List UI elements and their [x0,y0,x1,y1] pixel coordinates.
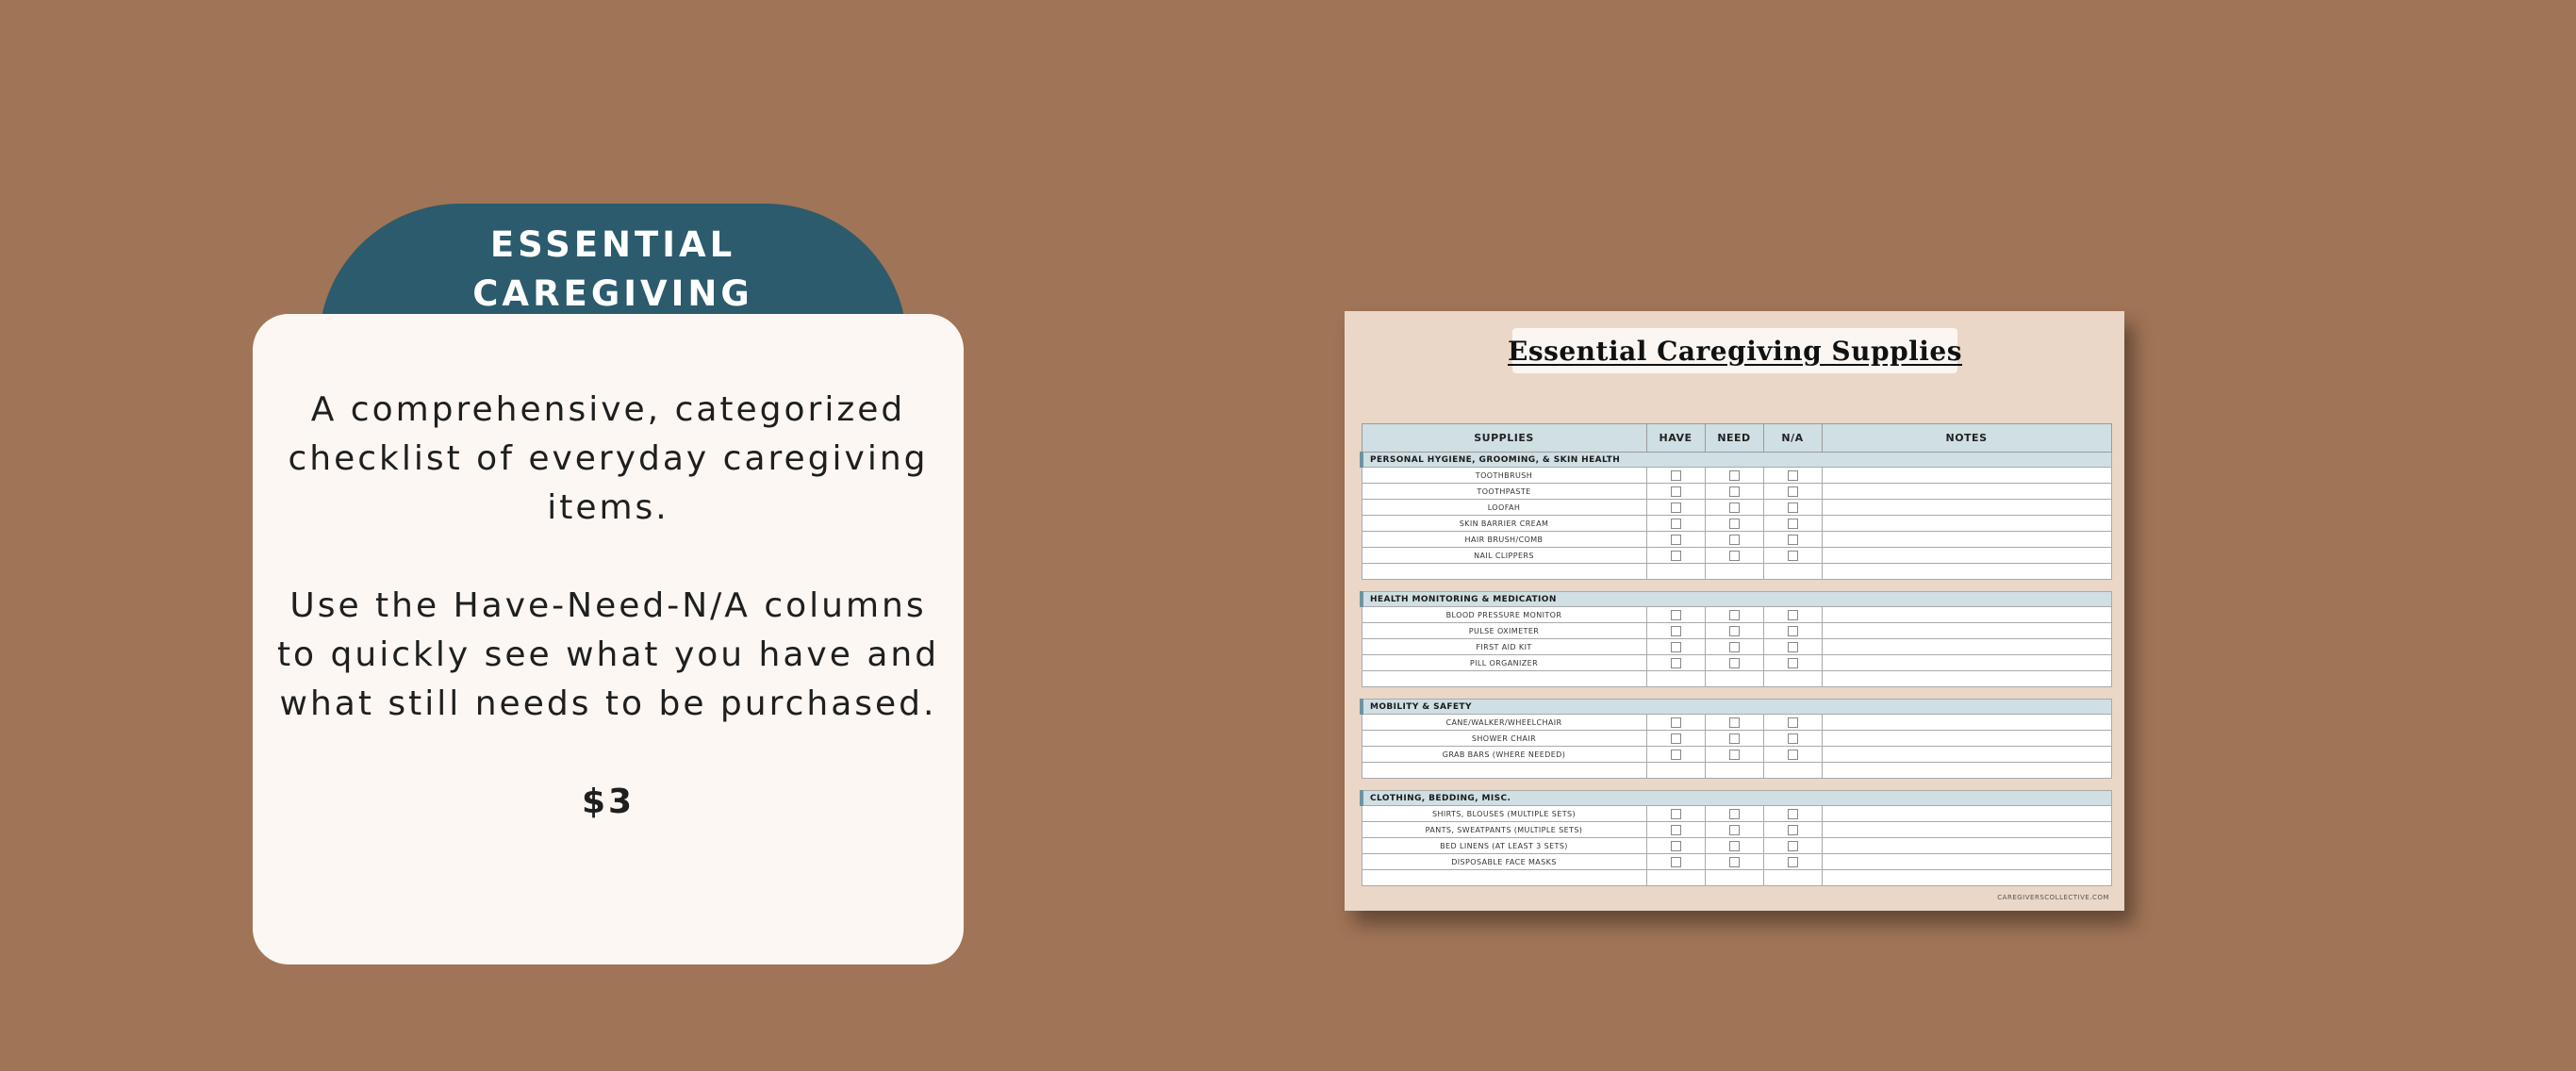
supply-item-label: NAIL CLIPPERS [1362,548,1646,564]
na-cell [1763,854,1822,870]
na-checkbox [1788,503,1798,513]
na-checkbox [1788,642,1798,652]
notes-cell [1822,532,2111,548]
have-checkbox [1671,551,1681,561]
need-cell [1705,747,1763,763]
table-row [1362,747,2111,763]
need-checkbox [1729,717,1740,728]
have-checkbox [1671,519,1681,529]
need-cell [1705,731,1763,747]
need-checkbox [1729,658,1740,668]
preview-title-box [1507,328,1963,373]
blank-cell [1763,564,1822,580]
na-cell [1763,655,1822,671]
have-cell [1646,806,1705,822]
blank-cell [1763,671,1822,687]
supply-item-label: DISPOSABLE FACE MASKS [1362,854,1646,870]
need-cell [1705,822,1763,838]
have-checkbox [1671,717,1681,728]
have-cell [1646,548,1705,564]
notes-cell [1822,715,2111,731]
have-checkbox [1671,733,1681,744]
notes-cell [1822,838,2111,854]
na-cell [1763,532,1822,548]
na-cell [1763,500,1822,516]
need-cell [1705,500,1763,516]
table-header-row [1362,424,2111,453]
na-cell [1763,822,1822,838]
blank-cell [1705,564,1763,580]
blank-cell [1822,671,2111,687]
spacer-cell [1362,687,2111,700]
column-header: NOTES [1822,424,2111,453]
need-cell [1705,516,1763,532]
na-checkbox [1788,519,1798,529]
product-card [253,314,964,964]
need-checkbox [1729,825,1740,835]
category-label: MOBILITY & SAFETY [1362,700,2111,715]
table-row [1362,806,2111,822]
have-checkbox [1671,610,1681,620]
notes-cell [1822,806,2111,822]
blank-cell [1646,763,1705,779]
na-checkbox [1788,841,1798,851]
blank-row [1362,564,2111,580]
section-spacer [1362,779,2111,791]
blank-cell [1763,763,1822,779]
table-row [1362,516,2111,532]
have-checkbox [1671,809,1681,819]
na-cell [1763,516,1822,532]
blank-row [1362,671,2111,687]
need-cell [1705,532,1763,548]
blank-cell [1822,870,2111,886]
column-header: N/A [1763,424,1822,453]
need-cell [1705,806,1763,822]
table-row [1362,548,2111,564]
category-row [1362,592,2111,607]
category-label: PERSONAL HYGIENE, GROOMING, & SKIN HEALTH [1362,453,2111,468]
supply-item-label: BLOOD PRESSURE MONITOR [1362,607,1646,623]
supply-item-label: TOOTHPASTE [1362,484,1646,500]
na-cell [1763,548,1822,564]
table-row [1362,822,2111,838]
table-row [1362,838,2111,854]
category-row [1362,791,2111,806]
supply-item-label: PULSE OXIMETER [1362,623,1646,639]
table-row [1362,500,2111,516]
have-cell [1646,639,1705,655]
spacer-cell [1362,580,2111,592]
have-checkbox [1671,857,1681,867]
notes-cell [1822,484,2111,500]
na-checkbox [1788,733,1798,744]
need-cell [1705,468,1763,484]
have-cell [1646,607,1705,623]
need-cell [1705,715,1763,731]
need-checkbox [1729,503,1740,513]
na-checkbox [1788,626,1798,636]
have-cell [1646,655,1705,671]
have-cell [1646,715,1705,731]
have-checkbox [1671,750,1681,760]
supply-item-label: SKIN BARRIER CREAM [1362,516,1646,532]
supply-item-label: SHIRTS, BLOUSES (MULTIPLE SETS) [1362,806,1646,822]
need-cell [1705,639,1763,655]
na-cell [1763,747,1822,763]
na-checkbox [1788,470,1798,481]
supply-item-label: SHOWER CHAIR [1362,731,1646,747]
notes-cell [1822,548,2111,564]
blank-cell [1646,671,1705,687]
table-row [1362,639,2111,655]
notes-cell [1822,623,2111,639]
need-cell [1705,655,1763,671]
section-spacer [1362,687,2111,700]
have-checkbox [1671,658,1681,668]
column-header: NEED [1705,424,1763,453]
blank-cell [1646,870,1705,886]
na-checkbox [1788,825,1798,835]
column-header: SUPPLIES [1362,424,1646,453]
need-checkbox [1729,733,1740,744]
need-checkbox [1729,551,1740,561]
na-checkbox [1788,610,1798,620]
checklist-table [1360,423,2112,886]
need-checkbox [1729,642,1740,652]
need-cell [1705,838,1763,854]
notes-cell [1822,655,2111,671]
blank-cell [1705,763,1763,779]
supply-item-label: BED LINENS (AT LEAST 3 SETS) [1362,838,1646,854]
blank-cell [1362,671,1646,687]
have-checkbox [1671,642,1681,652]
need-checkbox [1729,535,1740,545]
notes-cell [1822,854,2111,870]
need-checkbox [1729,809,1740,819]
product-description-summary: A comprehensive, categorized checklist of everyday caregiving items. [288,390,929,527]
supply-item-label: CANE/WALKER/WHEELCHAIR [1362,715,1646,731]
column-header: HAVE [1646,424,1705,453]
na-checkbox [1788,535,1798,545]
blank-row [1362,870,2111,886]
na-cell [1763,731,1822,747]
na-cell [1763,468,1822,484]
na-checkbox [1788,486,1798,497]
have-cell [1646,854,1705,870]
have-checkbox [1671,486,1681,497]
need-checkbox [1729,841,1740,851]
category-label: CLOTHING, BEDDING, MISC. [1362,791,2111,806]
have-cell [1646,468,1705,484]
notes-cell [1822,516,2111,532]
preview-footer: CAREGIVERSCOLLECTIVE.COM [1997,894,2109,901]
have-cell [1646,822,1705,838]
have-cell [1646,532,1705,548]
spacer-cell [1362,779,2111,791]
have-cell [1646,747,1705,763]
na-cell [1763,607,1822,623]
supply-item-label: PILL ORGANIZER [1362,655,1646,671]
table-row [1362,655,2111,671]
need-checkbox [1729,486,1740,497]
table-row [1362,623,2111,639]
supply-item-label: GRAB BARS (WHERE NEEDED) [1362,747,1646,763]
table-row [1362,731,2111,747]
have-cell [1646,484,1705,500]
blank-cell [1646,564,1705,580]
na-cell [1763,806,1822,822]
category-row [1362,700,2111,715]
supply-item-label: LOOFAH [1362,500,1646,516]
have-cell [1646,731,1705,747]
notes-cell [1822,731,2111,747]
blank-cell [1822,564,2111,580]
notes-cell [1822,822,2111,838]
category-label: HEALTH MONITORING & MEDICATION [1362,592,2111,607]
na-checkbox [1788,551,1798,561]
have-checkbox [1671,626,1681,636]
blank-cell [1362,763,1646,779]
checklist-preview-image [1345,311,2124,911]
na-checkbox [1788,658,1798,668]
na-checkbox [1788,717,1798,728]
have-checkbox [1671,470,1681,481]
notes-cell [1822,639,2111,655]
blank-cell [1822,763,2111,779]
na-checkbox [1788,750,1798,760]
table-row [1362,468,2111,484]
have-checkbox [1671,535,1681,545]
category-row [1362,453,2111,468]
need-checkbox [1729,519,1740,529]
table-row [1362,532,2111,548]
notes-cell [1822,468,2111,484]
blank-cell [1362,564,1646,580]
product-price: $3 [581,783,636,821]
blank-cell [1705,870,1763,886]
have-cell [1646,500,1705,516]
need-cell [1705,607,1763,623]
have-cell [1646,838,1705,854]
na-cell [1763,838,1822,854]
preview-title: Essential Caregiving Supplies [1507,335,1963,367]
have-cell [1646,516,1705,532]
notes-cell [1822,607,2111,623]
need-cell [1705,854,1763,870]
supply-item-label: HAIR BRUSH/COMB [1362,532,1646,548]
notes-cell [1822,500,2111,516]
notes-cell [1822,747,2111,763]
blank-cell [1362,870,1646,886]
have-checkbox [1671,503,1681,513]
supply-item-label: FIRST AID KIT [1362,639,1646,655]
section-spacer [1362,580,2111,592]
have-checkbox [1671,825,1681,835]
need-checkbox [1729,750,1740,760]
product-description-usage: Use the Have-Need-N/A columns to quickly see what you have and what still needs to be purchased. [276,586,940,723]
need-cell [1705,484,1763,500]
na-cell [1763,623,1822,639]
have-checkbox [1671,841,1681,851]
blank-cell [1705,671,1763,687]
need-checkbox [1729,857,1740,867]
supply-item-label: PANTS, SWEATPANTS (MULTIPLE SETS) [1362,822,1646,838]
have-cell [1646,623,1705,639]
need-cell [1705,623,1763,639]
need-checkbox [1729,470,1740,481]
table-row [1362,715,2111,731]
need-cell [1705,548,1763,564]
blank-row [1362,763,2111,779]
table-row [1362,484,2111,500]
need-checkbox [1729,610,1740,620]
na-cell [1763,639,1822,655]
na-cell [1763,484,1822,500]
supply-item-label: TOOTHBRUSH [1362,468,1646,484]
table-row [1362,854,2111,870]
blank-cell [1763,870,1822,886]
na-cell [1763,715,1822,731]
need-checkbox [1729,626,1740,636]
table-row [1362,607,2111,623]
checklist-body [1362,453,2111,886]
product-title: ESSENTIAL CAREGIVING [472,224,753,314]
na-checkbox [1788,809,1798,819]
na-checkbox [1788,857,1798,867]
